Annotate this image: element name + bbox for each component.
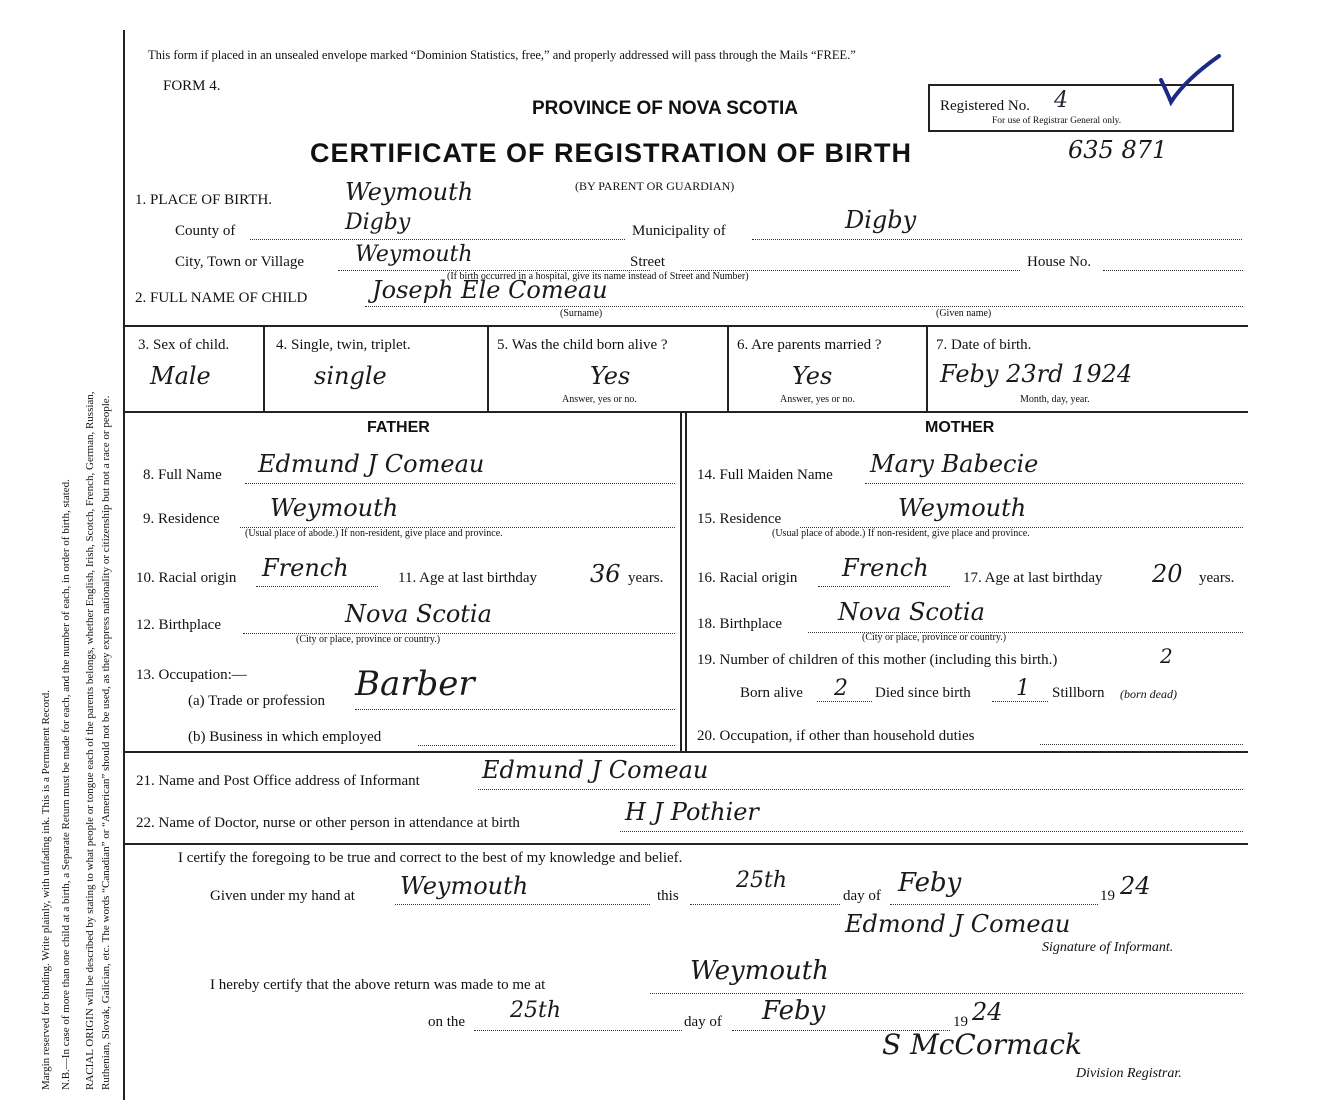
father-years: years. xyxy=(628,570,664,586)
county-value: Digby xyxy=(345,210,411,235)
mother-name-label: 14. Full Maiden Name xyxy=(697,467,833,483)
father-bp-label: 12. Birthplace xyxy=(136,617,221,633)
mother-children-value: 2 xyxy=(1160,644,1173,668)
informant-line xyxy=(478,789,1243,790)
house-label: House No. xyxy=(1027,254,1092,270)
mother-name-value: Mary Babecie xyxy=(870,450,1039,478)
surname-note: (Surname) xyxy=(560,308,603,319)
doctor-value: H J Pothier xyxy=(625,798,759,826)
registrar-dayof-label: day of xyxy=(684,1014,722,1030)
divider-parents-2 xyxy=(685,411,687,751)
registrar-on-the: on the xyxy=(428,1014,466,1030)
mail-notice: This form if placed in an unsealed envelope marked “Dominion Statistics, free,” and properly addressed will pass through the Mails “FREE.” xyxy=(148,48,856,62)
alive-note: Answer, yes or no. xyxy=(562,394,637,405)
registered-value: 4 xyxy=(1054,88,1068,113)
certificate-title: CERTIFICATE OF REGISTRATION OF BIRTH xyxy=(310,138,912,168)
sex-label: 3. Sex of child. xyxy=(138,337,230,353)
divider-parents xyxy=(680,411,682,751)
father-name-line xyxy=(245,483,675,484)
born-alive-value: 2 xyxy=(834,676,848,701)
cert-day-line xyxy=(690,904,840,905)
mother-bp-note: (City or place, province or country.) xyxy=(862,632,1007,643)
sex-value: Male xyxy=(150,362,211,390)
father-res-note: (Usual place of abode.) If non-resident, give place and province. xyxy=(245,528,503,539)
father-res-value: Weymouth xyxy=(270,494,399,522)
registrar-day-line xyxy=(474,1030,682,1031)
house-line xyxy=(1103,270,1243,271)
father-race-label: 10. Racial origin xyxy=(136,570,237,586)
mother-res-label: 15. Residence xyxy=(697,511,782,527)
checkmark-icon xyxy=(1155,50,1225,110)
father-bp-note: (City or place, province or country.) xyxy=(296,634,441,645)
registrar-year-value: 24 xyxy=(972,998,1003,1026)
side-note-3: RACIAL ORIGIN will be described by stating to what people or tongue each of the parents belongs, whether English, Irish, Scotch, French, German, Russian, xyxy=(84,391,96,1090)
child-name-value: Joseph Ele Comeau xyxy=(372,276,608,304)
mother-age-value: 20 xyxy=(1152,560,1183,588)
side-note-2: N.B.—In case of more than one child at a birth, a Separate Return must be made for each, and the number of each, in order of birth, stated. xyxy=(60,479,72,1090)
father-age-value: 36 xyxy=(590,560,621,588)
plurality-value: single xyxy=(314,362,387,390)
left-margin-line xyxy=(123,30,125,1100)
mother-name-line xyxy=(865,483,1243,484)
mother-res-note: (Usual place of abode.) If non-resident, give place and province. xyxy=(772,528,1030,539)
mother-bp-label: 18. Birthplace xyxy=(697,616,782,632)
father-bp-value: Nova Scotia xyxy=(345,600,492,628)
alive-value: Yes xyxy=(590,362,631,390)
child-name-line xyxy=(365,306,1243,307)
side-note-4: Ruthenian, Slovak, Galician, etc. The words “Canadian” or “American” should not be used, as they express nationality or citizenship but not a race or people. xyxy=(100,395,112,1090)
registrar-month-value: Feby xyxy=(762,996,826,1026)
col-div-1 xyxy=(263,325,265,411)
mother-years: years. xyxy=(1199,570,1235,586)
informant-label: 21. Name and Post Office address of Informant xyxy=(136,773,420,789)
father-res-label: 9. Residence xyxy=(143,511,220,527)
died-label: Died since birth xyxy=(875,685,971,701)
cert-this-label: this xyxy=(657,888,679,904)
cert-month-line xyxy=(890,904,1098,905)
registrar-day-value: 25th xyxy=(510,998,562,1023)
born-alive-label: Born alive xyxy=(740,685,803,701)
mother-occ-label: 20. Occupation, if other than household duties xyxy=(697,728,975,744)
doctor-line xyxy=(620,831,1243,832)
hospital-note: (If birth occurred in a hospital, give its name instead of Street and Number) xyxy=(447,271,749,282)
father-race-line xyxy=(256,586,378,587)
title-handwritten-number: 635 871 xyxy=(1068,136,1168,164)
given-label: Given under my hand at xyxy=(210,888,355,904)
mother-race-label: 16. Racial origin xyxy=(697,570,798,586)
divider-cert xyxy=(123,843,1248,845)
father-trade-value: Barber xyxy=(355,664,475,704)
registrar-text: I hereby certify that the above return was made to me at xyxy=(210,977,546,993)
mother-race-value: French xyxy=(842,554,929,582)
registrar-note: For use of Registrar General only. xyxy=(992,116,1122,126)
married-label: 6. Are parents married ? xyxy=(737,337,882,353)
informant-signature: Edmond J Comeau xyxy=(845,910,1071,938)
form-number: FORM 4. xyxy=(163,78,221,94)
city-value: Weymouth xyxy=(355,242,473,267)
alive-label: 5. Was the child born alive ? xyxy=(497,337,668,353)
mother-occ-line xyxy=(1040,744,1243,745)
informant-signature-label: Signature of Informant. xyxy=(1042,940,1174,955)
mother-res-value: Weymouth xyxy=(898,494,1027,522)
born-alive-line xyxy=(817,701,872,702)
cert-year-value: 24 xyxy=(1120,872,1151,900)
given-place-value: Weymouth xyxy=(400,872,529,900)
father-age-label: 11. Age at last birthday xyxy=(398,570,537,586)
father-business-line xyxy=(418,745,675,746)
father-heading: FATHER xyxy=(367,419,430,436)
father-trade-label: (a) Trade or profession xyxy=(188,693,326,709)
father-name-value: Edmund J Comeau xyxy=(258,450,485,478)
died-line xyxy=(992,701,1048,702)
city-label: City, Town or Village xyxy=(175,254,305,270)
child-name-label: 2. FULL NAME OF CHILD xyxy=(135,290,308,306)
col-div-3 xyxy=(727,325,729,411)
registrar-signature-label: Division Registrar. xyxy=(1076,1066,1182,1081)
father-race-value: French xyxy=(262,554,349,582)
municipality-line xyxy=(752,239,1242,240)
married-note: Answer, yes or no. xyxy=(780,394,855,405)
mother-heading: MOTHER xyxy=(925,419,995,436)
father-business-label: (b) Business in which employed xyxy=(188,729,382,745)
municipality-label: Municipality of xyxy=(632,223,726,239)
father-name-label: 8. Full Name xyxy=(143,467,222,483)
divider-informant xyxy=(123,751,1248,753)
father-trade-line xyxy=(355,709,675,710)
county-line xyxy=(250,239,625,240)
place-of-birth-label: 1. PLACE OF BIRTH. xyxy=(135,192,273,208)
given-place-line xyxy=(395,904,650,905)
informant-value: Edmund J Comeau xyxy=(482,756,709,784)
side-note-1: Margin reserved for binding. Write plainly, with unfading ink. This is a Permanent Record. xyxy=(40,690,52,1090)
place-of-birth-value: Weymouth xyxy=(345,178,474,206)
county-label: County of xyxy=(175,223,236,239)
dob-value: Feby 23rd 1924 xyxy=(940,360,1133,388)
cert-dayof-label: day of xyxy=(843,888,881,904)
subtitle: (BY PARENT OR GUARDIAN) xyxy=(575,179,735,193)
mother-age-label: 17. Age at last birthday xyxy=(963,570,1103,586)
municipality-value: Digby xyxy=(845,206,917,234)
given-name-note: (Given name) xyxy=(936,308,992,319)
stillborn-note: (born dead) xyxy=(1120,687,1177,701)
cert-year-prefix: 19 xyxy=(1100,888,1115,904)
divider-top xyxy=(123,325,1248,327)
registrar-year-prefix: 19 xyxy=(953,1014,968,1030)
doctor-label: 22. Name of Doctor, nurse or other person in attendance at birth xyxy=(136,815,520,831)
mother-race-line xyxy=(818,586,950,587)
cert-month-value: Feby xyxy=(898,868,962,898)
cert-day-value: 25th xyxy=(736,868,788,893)
registered-label: Registered No. xyxy=(940,98,1030,114)
married-value: Yes xyxy=(792,362,833,390)
cert-text: I certify the foregoing to be true and correct to the best of my knowledge and belief. xyxy=(178,850,683,866)
registrar-place-value: Weymouth xyxy=(690,956,829,986)
mother-children-label: 19. Number of children of this mother (including this birth.) xyxy=(697,652,1058,668)
col-div-2 xyxy=(487,325,489,411)
street-label: Street xyxy=(630,254,665,270)
died-value: 1 xyxy=(1016,676,1030,701)
dob-note: Month, day, year. xyxy=(1020,394,1090,405)
col-div-4 xyxy=(926,325,928,411)
dob-label: 7. Date of birth. xyxy=(936,337,1032,353)
father-occ-label: 13. Occupation:— xyxy=(136,667,247,683)
plurality-label: 4. Single, twin, triplet. xyxy=(276,337,411,353)
province-heading: PROVINCE OF NOVA SCOTIA xyxy=(532,98,799,119)
registrar-place-line xyxy=(650,993,1243,994)
mother-bp-value: Nova Scotia xyxy=(838,598,985,626)
registrar-signature: S McCormack xyxy=(882,1028,1082,1061)
stillborn-label: Stillborn xyxy=(1052,685,1105,701)
